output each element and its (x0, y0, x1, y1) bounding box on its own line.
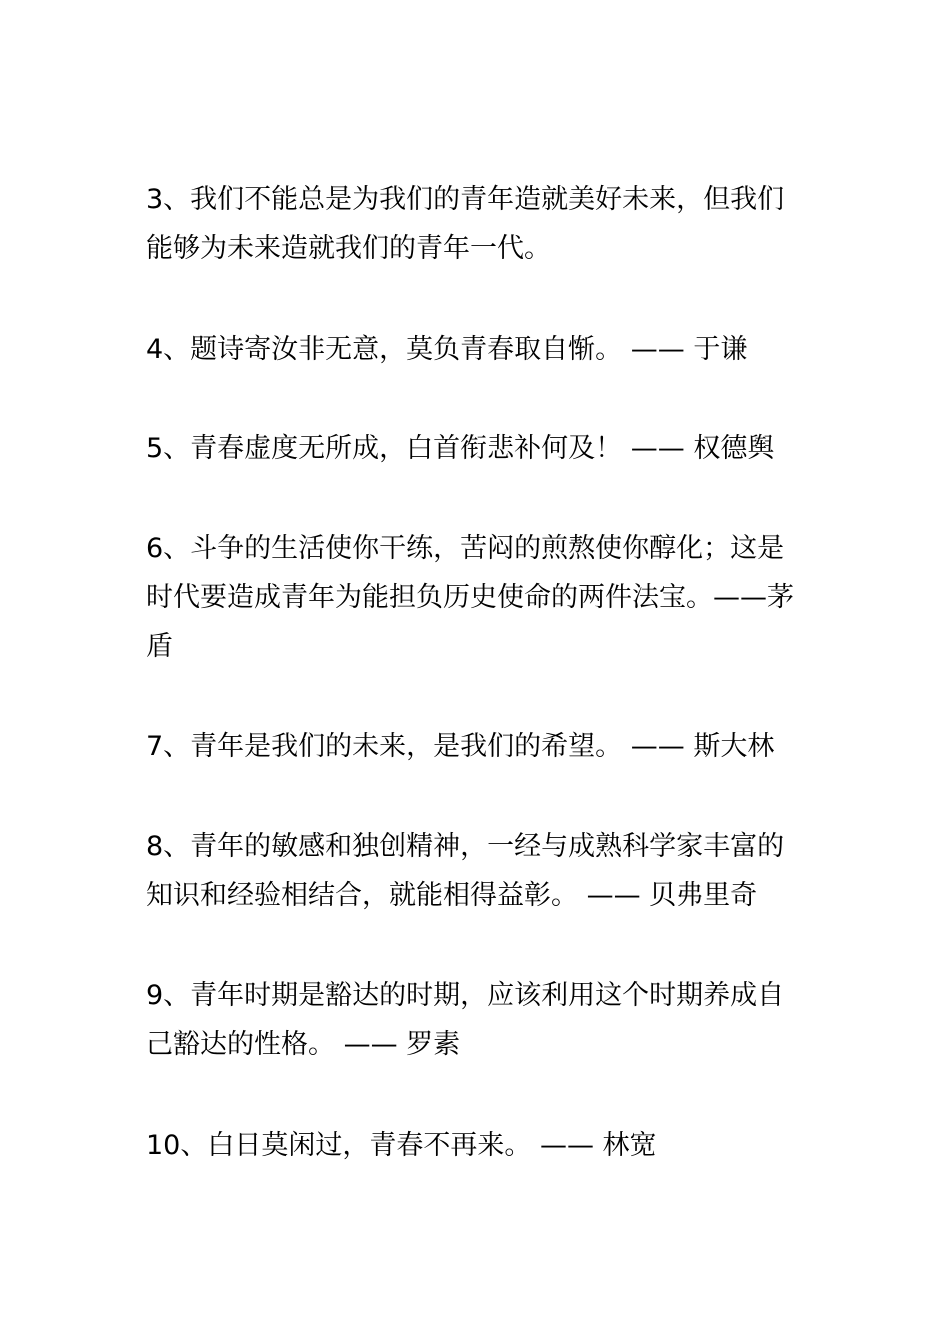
quote-3: 3、我们不能总是为我们的青年造就美好未来，但我们能够为未来造就我们的青年一代。 (146, 184, 785, 264)
quote-9: 9、青年时期是豁达的时期，应该利用这个时期养成自己豁达的性格。 —— 罗素 (146, 980, 785, 1060)
quote-7: 7、青年是我们的未来，是我们的希望。 —— 斯大林 (146, 731, 775, 762)
quote-6: 6、斗争的生活使你干练，苦闷的煎熬使你醇化；这是时代要造成青年为能担负历史使命的两件法宝。——茅盾 (146, 533, 794, 662)
quote-5: 5、青春虚度无所成，白首衔悲补何及！ —— 权德舆 (146, 433, 775, 464)
quote-4: 4、题诗寄汝非无意，莫负青春取自惭。 —— 于谦 (146, 334, 748, 365)
quote-10: 10、白日莫闲过，青春不再来。 —— 林宽 (146, 1130, 657, 1161)
quote-8: 8、青年的敏感和独创精神，一经与成熟科学家丰富的知识和经验相结合，就能相得益彰。 —— 贝弗里奇 (146, 831, 785, 911)
